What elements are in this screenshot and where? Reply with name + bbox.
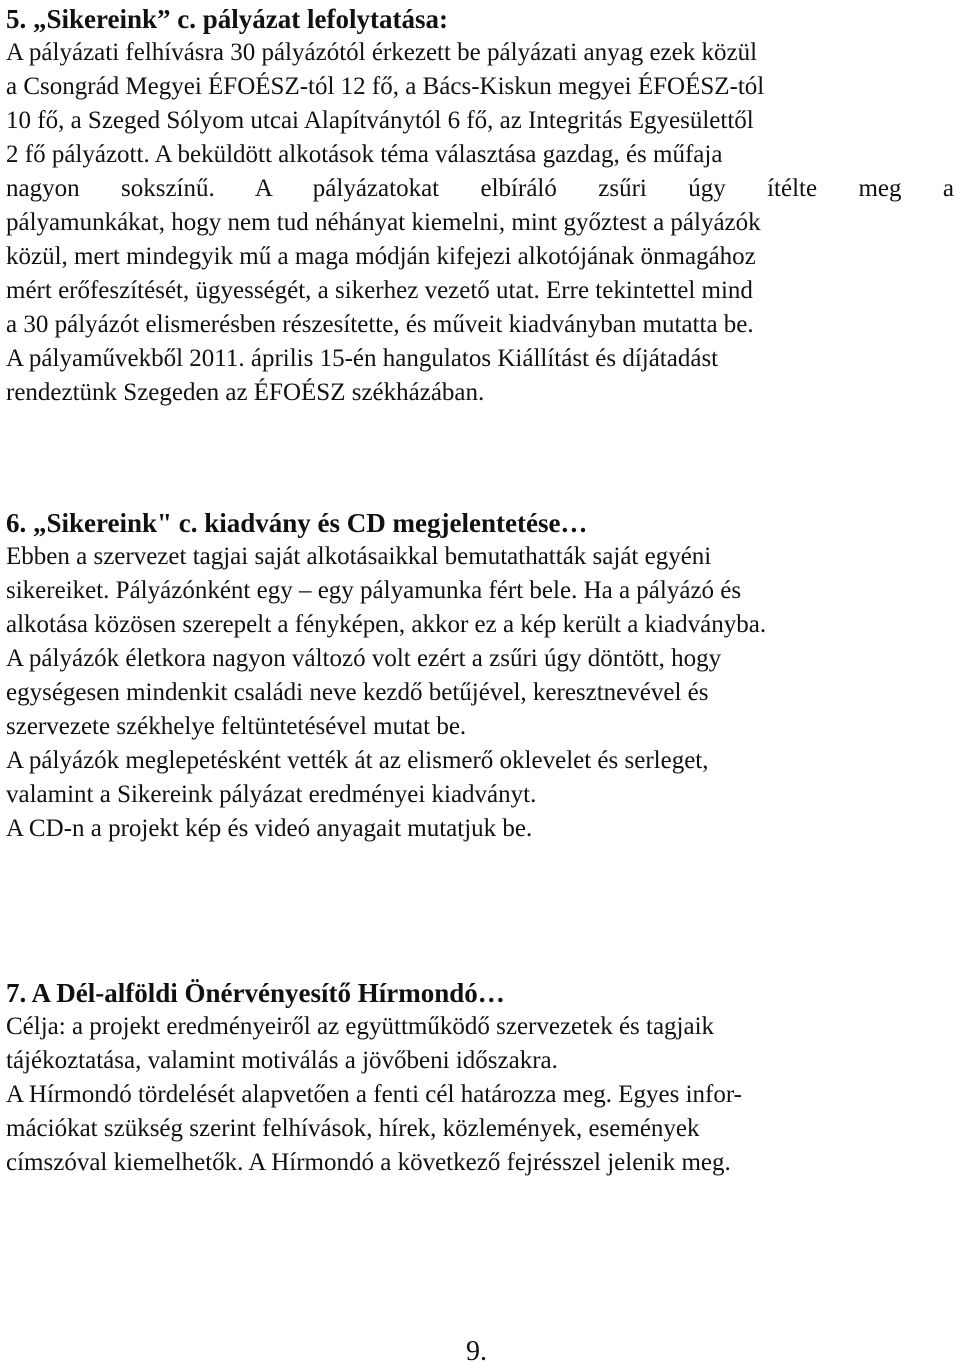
paragraph-line: A pályázati felhívásra 30 pályázótól érkezett be pályázati anyag ezek közül: [6, 39, 758, 66]
page-number: 9.: [466, 1336, 487, 1367]
section-7-heading: 7. A Dél-alföldi Önérvényesítő Hírmondó…: [6, 978, 505, 1008]
section-7: [6, 976, 954, 1180]
paragraph-line: tájékoztatása, valamint motiválás a jövőbeni időszakra.: [6, 1047, 558, 1074]
paragraph-line: szervezete székhelye feltüntetésével mutat be.: [6, 713, 467, 740]
paragraph-line: mért erőfeszítését, ügyességét, a sikerhez vezető utat. Erre tekintettel mind: [6, 277, 753, 304]
paragraph-line: a 30 pályázót elismerésben részesítette, és műveit kiadványban mutatta be.: [6, 311, 754, 338]
paragraph-line: pályamunkákat, hogy nem tud néhányat kiemelni, mint győztest a pályázók: [6, 209, 761, 236]
paragraph-line: A pályázók életkora nagyon változó volt ezért a zsűri úgy döntött, hogy: [6, 645, 722, 672]
paragraph-line: A pályázók meglepetésként vették át az elismerő oklevelet és serleget,: [6, 747, 709, 774]
paragraph-line: közül, mert mindegyik mű a maga módján kifejezi alkotójának önmagához: [6, 243, 756, 270]
paragraph-line: Célja: a projekt eredményeiről az együttműködő szervezetek és tagjaik: [6, 1013, 715, 1040]
paragraph-line: sikereiket. Pályázónként egy – egy pályamunka fért bele. Ha a pályázó és: [6, 577, 742, 604]
paragraph-line: A CD-n a projekt kép és videó anyagait mutatjuk be.: [6, 815, 533, 842]
paragraph-line: valamint a Sikereink pályázat eredményei kiadványt.: [6, 781, 537, 808]
paragraph-line: nagyon sokszínű. A pályázatokat elbíráló zsűri úgy ítélte meg a: [6, 175, 954, 202]
paragraph-line: Ebben a szervezet tagjai saját alkotásaikkal bemutathatták saját egyéni: [6, 543, 712, 570]
section-6-heading: 6. „Sikereink" c. kiadvány és CD megjelentetése…: [6, 508, 588, 538]
paragraph-line: rendeztünk Szegeden az ÉFOÉSZ székházában.: [6, 379, 485, 406]
paragraph-line: 10 fő, a Szeged Sólyom utcai Alapítványtól 6 fő, az Integritás Egyesülettől: [6, 107, 754, 134]
paragraph-line: mációkat szükség szerint felhívások, hírek, közlemények, események: [6, 1115, 700, 1142]
paragraph-line: alkotása közösen szerepelt a fényképen, akkor ez a kép került a kiadványba.: [6, 611, 767, 638]
paragraph-line: egységesen mindenkit családi neve kezdő betűjével, keresztnevével és: [6, 679, 709, 706]
paragraph-line: A Hírmondó tördelését alapvetően a fenti cél határozza meg. Egyes infor-: [6, 1081, 743, 1108]
paragraph-line: A pályaművekből 2011. április 15-én hangulatos Kiállítást és díjátadást: [6, 345, 719, 372]
section-6: [6, 506, 954, 846]
section-5: [6, 2, 954, 410]
paragraph-line: 2 fő pályázott. A beküldött alkotások téma választása gazdag, és műfaja: [6, 141, 723, 168]
paragraph-line: címszóval kiemelhetők. A Hírmondó a következő fejrésszel jelenik meg.: [6, 1149, 731, 1176]
paragraph-line: a Csongrád Megyei ÉFOÉSZ-tól 12 fő, a Bács-Kiskun megyei ÉFOÉSZ-tól: [6, 73, 765, 100]
section-5-heading: 5. „Sikereink” c. pályázat lefolytatása:: [6, 4, 448, 34]
